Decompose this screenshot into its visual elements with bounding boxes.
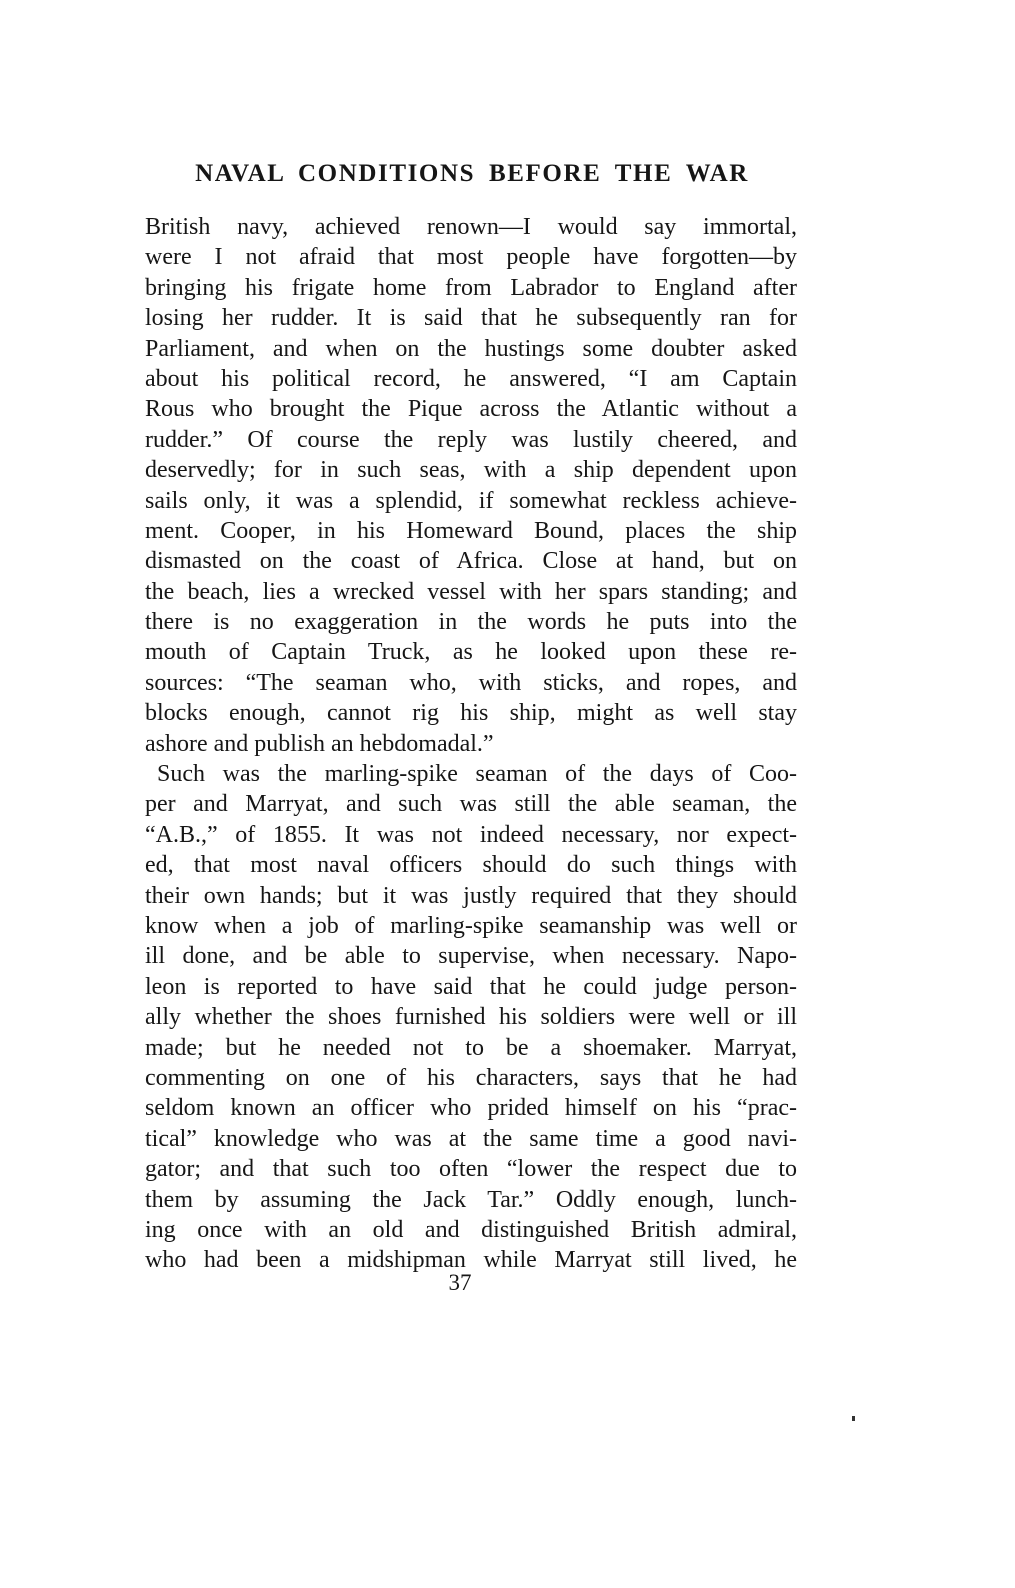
text-line: ing once with an old and distinguished British admiral,	[145, 1216, 797, 1243]
scan-speck	[852, 1416, 855, 1421]
text-line: about his political record, he answered, “I am Captain	[145, 365, 797, 392]
text-line: who had been a midshipman while Marryat still lived, he	[145, 1247, 797, 1274]
text-line: there is no exaggeration in the words he puts into the	[145, 609, 797, 636]
text-line: tical” knowledge who was at the same time a good navi-	[145, 1125, 797, 1152]
text-line: ed, that most naval officers should do such things with	[145, 852, 797, 879]
text-line: ally whether the shoes furnished his soldiers were well or ill	[145, 1004, 797, 1031]
text-line: seldom known an officer who prided himself on his “prac-	[145, 1095, 797, 1122]
text-line: the beach, lies a wrecked vessel with her spars standing; and	[145, 578, 797, 605]
running-head: NAVAL CONDITIONS BEFORE THE WAR	[195, 160, 749, 187]
text-line: dismasted on the coast of Africa. Close at hand, but on	[145, 548, 797, 575]
text-line: Rous who brought the Pique across the Atlantic without a	[145, 396, 797, 423]
text-line: their own hands; but it was justly required that they should	[145, 882, 797, 909]
text-line: commenting on one of his characters, says that he had	[145, 1064, 797, 1091]
text-line: made; but he needed not to be a shoemaker. Marryat,	[145, 1034, 797, 1061]
text-line: leon is reported to have said that he could judge person-	[145, 973, 797, 1000]
text-line: ashore and publish an hebdomadal.”	[145, 730, 494, 757]
text-line: deservedly; for in such seas, with a ship dependent upon	[145, 457, 797, 484]
text-line: mouth of Captain Truck, as he looked upon these re-	[145, 639, 797, 666]
body-text	[145, 212, 797, 1276]
text-line: bringing his frigate home from Labrador to England after	[145, 274, 797, 301]
text-line: were I not afraid that most people have forgotten—by	[145, 244, 797, 271]
text-line: know when a job of marling-spike seamanship was well or	[145, 912, 797, 939]
text-line: sails only, it was a splendid, if somewhat reckless achieve-	[145, 487, 797, 514]
page-number: 37	[448, 1270, 472, 1295]
text-line: them by assuming the Jack Tar.” Oddly enough, lunch-	[145, 1186, 797, 1213]
text-line: per and Marryat, and such was still the able seaman, the	[145, 791, 797, 818]
text-line: Parliament, and when on the hustings some doubter asked	[145, 335, 797, 362]
text-line: ment. Cooper, in his Homeward Bound, places the ship	[145, 517, 797, 544]
text-line: ill done, and be able to supervise, when necessary. Napo-	[145, 943, 797, 970]
text-line: losing her rudder. It is said that he subsequently ran for	[145, 305, 797, 332]
text-line: sources: “The seaman who, with sticks, and ropes, and	[145, 669, 797, 696]
text-line: Such was the marling-spike seaman of the days of Coo-	[157, 761, 797, 788]
text-line: British navy, achieved renown—I would say immortal,	[145, 214, 797, 240]
text-line: rudder.” Of course the reply was lustily cheered, and	[145, 426, 797, 453]
text-line: “A.B.,” of 1855. It was not indeed necessary, nor expect-	[145, 821, 797, 848]
text-line: blocks enough, cannot rig his ship, might as well stay	[145, 700, 797, 727]
text-line: gator; and that such too often “lower the respect due to	[145, 1156, 797, 1183]
